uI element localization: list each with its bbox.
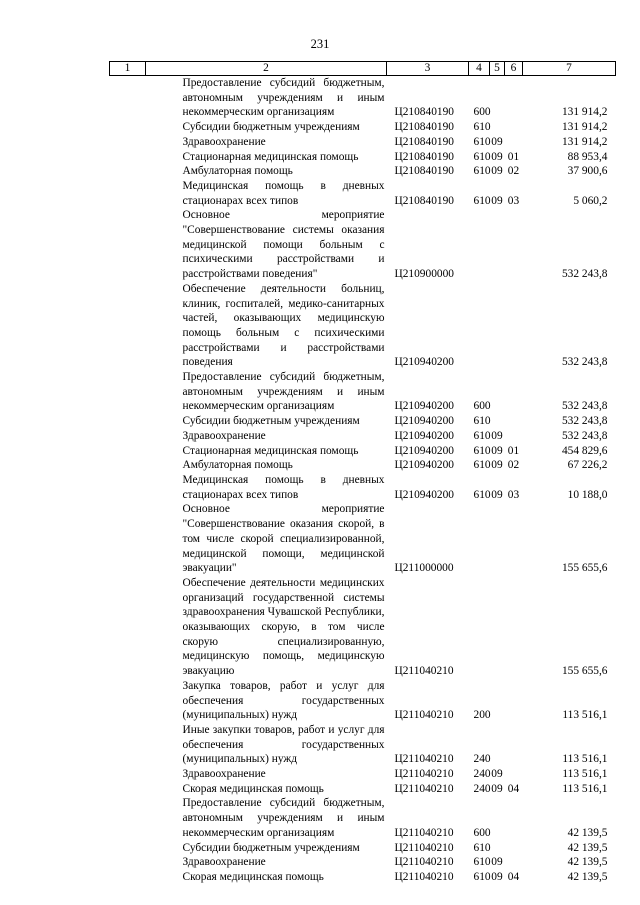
target-code-cell: Ц211040210 [394,841,454,854]
section-cell [490,76,505,121]
row-num-cell [110,120,146,135]
amount-cell: 532 243,8 [561,268,608,281]
subsection-cell [505,841,523,856]
item-name: Предоставление субсидий бюджетным, автономным учреждениям и иным некоммерческим организациям [182,797,385,839]
item-name: Предоставление субсидий бюджетным, автономным учреждениям и иным некоммерческим организациям [182,77,385,119]
section-cell: 09 [491,194,503,207]
table-row [110,841,616,856]
subsection-cell [505,120,523,135]
target-code-cell: Ц211040210 [394,782,454,795]
expense-type-cell [469,282,490,370]
subsection-cell: 03 [507,488,520,501]
table-row [110,208,616,282]
row-num-cell [110,870,146,885]
target-code-cell: Ц210940200 [394,429,454,442]
section-cell [490,841,505,856]
subsection-cell: 04 [507,782,520,795]
table-row [110,120,616,135]
expense-type-cell: 610 [473,488,491,501]
target-code-cell: Ц211000000 [394,562,454,575]
amount-cell: 155 655,6 [561,562,608,575]
subsection-cell: 02 [507,165,520,178]
item-name: Медицинская помощь в дневных стационарах всех типов [182,179,385,207]
row-num-cell [110,208,146,282]
subsection-cell: 02 [507,459,520,472]
table-row [110,723,616,767]
amount-cell: 42 139,5 [567,856,608,869]
table-row [110,855,616,870]
section-cell: 09 [491,165,503,178]
section-cell: 09 [491,444,503,457]
header-col-7: 7 [523,62,616,76]
target-code-cell: Ц210900000 [394,268,454,281]
target-code-cell: Ц210840190 [394,194,454,207]
target-code-cell: Ц211040210 [394,768,454,781]
item-name-cell [146,796,387,840]
subsection-cell [505,679,523,723]
expense-type-cell: 610 [473,415,491,428]
amount-cell: 37 900,6 [567,165,608,178]
item-name: Скорая медицинская помощь [182,870,324,883]
item-name-cell [146,120,387,135]
section-cell: 09 [491,768,503,781]
item-name-cell [146,855,387,870]
table-row [110,502,616,576]
expense-type-cell: 610 [473,870,491,883]
item-name-cell [146,208,387,282]
row-num-cell [110,502,146,576]
row-num-cell [110,576,146,679]
subsection-cell [505,370,523,414]
expense-type-cell: 610 [473,135,491,148]
item-name: Амбулаторная помощь [182,459,293,472]
target-code-cell: Ц211040210 [394,826,454,839]
row-num-cell [110,282,146,370]
amount-cell: 42 139,5 [567,870,608,883]
item-name: Субсидии бюджетным учреждениям [182,841,360,854]
item-name: Здравоохранение [182,135,266,148]
table-row [110,135,616,150]
subsection-cell: 01 [507,444,520,457]
subsection-cell [505,282,523,370]
row-num-cell [110,723,146,767]
expense-type-cell: 600 [473,826,491,839]
expense-type-cell: 240 [473,782,491,795]
target-code-cell: Ц210840190 [394,106,454,119]
section-cell [490,502,505,576]
row-num-cell [110,76,146,121]
subsection-cell [505,135,523,150]
item-name-cell [146,576,387,679]
table-row [110,429,616,444]
item-name: Обеспечение деятельности медицинских организаций государственной системы здравоохранения Чувашской Республики, оказывающих скорую, в том числе скорую специализированную, медицинскую помощь, медицинскую эвакуацию [182,576,385,678]
item-name: Субсидии бюджетным учреждениям [182,121,360,134]
row-num-cell [110,370,146,414]
item-name-cell [146,473,387,502]
subsection-cell [505,855,523,870]
table-row [110,164,616,179]
table-row [110,782,616,797]
expense-type-cell: 610 [473,150,491,163]
row-num-cell [110,796,146,840]
target-code-cell: Ц211040210 [394,753,454,766]
expense-type-cell: 610 [473,121,491,134]
header-row [110,62,616,76]
table-body [110,76,616,885]
page-number: 231 [310,37,330,51]
target-code-cell: Ц210940200 [394,415,454,428]
budget-table [109,61,616,885]
table-row [110,414,616,429]
item-name: Предоставление субсидий бюджетным, автономным учреждениям и иным некоммерческим организациям [182,371,385,413]
table-row [110,767,616,782]
item-name: Иные закупки товаров, работ и услуг для обеспечения государственных (муниципальных) нужд [182,723,385,766]
amount-cell: 454 829,6 [561,444,608,457]
table-row [110,370,616,414]
row-num-cell [110,444,146,459]
amount-cell: 131 914,2 [561,106,608,119]
item-name: Медицинская помощь в дневных стационарах всех типов [182,473,385,501]
item-name-cell [146,179,387,208]
target-code-cell: Ц210940200 [394,400,454,413]
subsection-cell [505,76,523,121]
table-row [110,870,616,885]
table-row [110,458,616,473]
expense-type-cell: 600 [473,400,491,413]
item-name: Основное мероприятие "Совершенствование системы оказания медицинской помощи больным с психическими расстройствами и расстройствами поведения" [182,209,385,281]
item-name-cell [146,150,387,165]
row-num-cell [110,429,146,444]
item-name-cell [146,282,387,370]
amount-cell: 131 914,2 [561,121,608,134]
expense-type-cell: 240 [473,753,491,766]
section-cell [490,796,505,840]
item-name-cell [146,164,387,179]
item-name-cell [146,370,387,414]
amount-cell: 42 139,5 [567,826,608,839]
item-name-cell [146,679,387,723]
item-name-cell [146,414,387,429]
item-name: Субсидии бюджетным учреждениям [182,415,360,428]
subsection-cell [505,796,523,840]
section-cell [490,723,505,767]
row-num-cell [110,164,146,179]
subsection-cell [505,576,523,679]
header-col-2: 2 [146,62,387,76]
section-cell [490,679,505,723]
item-name-cell [146,458,387,473]
item-name: Стационарная медицинская помощь [182,444,359,457]
subsection-cell [505,723,523,767]
row-num-cell [110,855,146,870]
table-row [110,473,616,502]
subsection-cell: 03 [507,194,520,207]
section-cell: 09 [491,150,503,163]
amount-cell: 532 243,8 [561,415,608,428]
target-code-cell: Ц210940200 [394,444,454,457]
subsection-cell [505,429,523,444]
table-row [110,444,616,459]
target-code-cell: Ц210840190 [394,150,454,163]
subsection-cell [505,502,523,576]
section-cell: 09 [491,870,503,883]
amount-cell: 5 060,2 [573,194,608,207]
item-name-cell [146,723,387,767]
row-num-cell [110,679,146,723]
item-name-cell [146,870,387,885]
table-row [110,76,616,121]
row-num-cell [110,150,146,165]
amount-cell: 10 188,0 [567,488,608,501]
target-code-cell: Ц211040210 [394,870,454,883]
section-cell: 09 [491,782,503,795]
target-code-cell: Ц210940200 [394,356,454,369]
item-name: Стационарная медицинская помощь [182,150,359,163]
expense-type-cell: 600 [473,106,491,119]
subsection-cell: 01 [507,150,520,163]
item-name-cell [146,767,387,782]
target-code-cell: Ц210840190 [394,165,454,178]
target-code-cell: Ц211040210 [394,665,454,678]
expense-type-cell: 610 [473,856,491,869]
amount-cell: 113 516,1 [562,709,608,722]
subsection-cell [505,208,523,282]
header-col-1: 1 [110,62,146,76]
amount-cell: 532 243,8 [561,400,608,413]
table-row [110,679,616,723]
amount-cell: 113 516,1 [562,782,608,795]
row-num-cell [110,414,146,429]
section-cell: 09 [491,856,503,869]
amount-cell: 42 139,5 [567,841,608,854]
item-name: Скорая медицинская помощь [182,782,324,795]
amount-cell: 532 243,8 [561,429,608,442]
expense-type-cell: 610 [473,429,491,442]
section-cell: 09 [491,488,503,501]
amount-cell: 532 243,8 [561,356,608,369]
subsection-cell [505,414,523,429]
expense-type-cell: 240 [473,768,491,781]
section-cell [490,576,505,679]
item-name-cell [146,782,387,797]
target-code-cell: Ц210940200 [394,488,454,501]
expense-type-cell: 610 [473,459,491,472]
amount-cell: 67 226,2 [567,459,608,472]
header-col-3: 3 [387,62,469,76]
row-num-cell [110,179,146,208]
item-name-cell [146,841,387,856]
amount-cell: 155 655,6 [561,665,608,678]
expense-type-cell: 610 [473,194,491,207]
row-num-cell [110,135,146,150]
row-num-cell [110,841,146,856]
item-name-cell [146,444,387,459]
subsection-cell [505,767,523,782]
section-cell [490,370,505,414]
row-num-cell [110,473,146,502]
item-name-cell [146,429,387,444]
expense-type-cell [469,208,490,282]
section-cell [490,282,505,370]
target-code-cell: Ц210840190 [394,121,454,134]
item-name-cell [146,76,387,121]
item-name-cell [146,502,387,576]
header-col-5: 5 [490,62,505,76]
section-cell [490,208,505,282]
amount-cell: 113 516,1 [562,753,608,766]
target-code-cell: Ц211040210 [394,856,454,869]
expense-type-cell: 610 [473,165,491,178]
item-name-cell [146,135,387,150]
table-row [110,150,616,165]
item-name: Здравоохранение [182,856,266,869]
target-code-cell: Ц210940200 [394,459,454,472]
section-cell [490,120,505,135]
item-name: Закупка товаров, работ и услуг для обеспечения государственных (муниципальных) нужд [182,679,385,722]
expense-type-cell: 200 [473,709,491,722]
table-row [110,282,616,370]
header-col-6: 6 [505,62,523,76]
amount-cell: 113 516,1 [562,768,608,781]
item-name: Здравоохранение [182,429,266,442]
item-name: Обеспечение деятельности больниц, клиник, госпиталей, медико-санитарных частей, оказывающих медицинскую помощь больным с психическими расстройствами и расстройствами поведения [182,282,385,369]
amount-cell: 131 914,2 [561,135,608,148]
expense-type-cell [469,502,490,576]
subsection-cell: 04 [507,870,520,883]
section-cell: 09 [491,135,503,148]
row-num-cell [110,767,146,782]
header-col-4: 4 [469,62,490,76]
section-cell: 09 [491,429,503,442]
table-row [110,796,616,840]
section-cell [490,414,505,429]
table-row [110,576,616,679]
section-cell: 09 [491,459,503,472]
item-name: Здравоохранение [182,768,266,781]
row-num-cell [110,458,146,473]
target-code-cell: Ц211040210 [394,709,454,722]
expense-type-cell: 610 [473,444,491,457]
row-num-cell [110,782,146,797]
item-name: Основное мероприятие "Совершенствование оказания скорой, в том числе скорой специализированной, медицинской помощи, медицинской эвакуации" [182,503,385,575]
amount-cell: 88 953,4 [567,150,608,163]
table-row [110,179,616,208]
item-name: Амбулаторная помощь [182,165,293,178]
expense-type-cell [469,576,490,679]
target-code-cell: Ц210840190 [394,135,454,148]
expense-type-cell: 610 [473,841,491,854]
